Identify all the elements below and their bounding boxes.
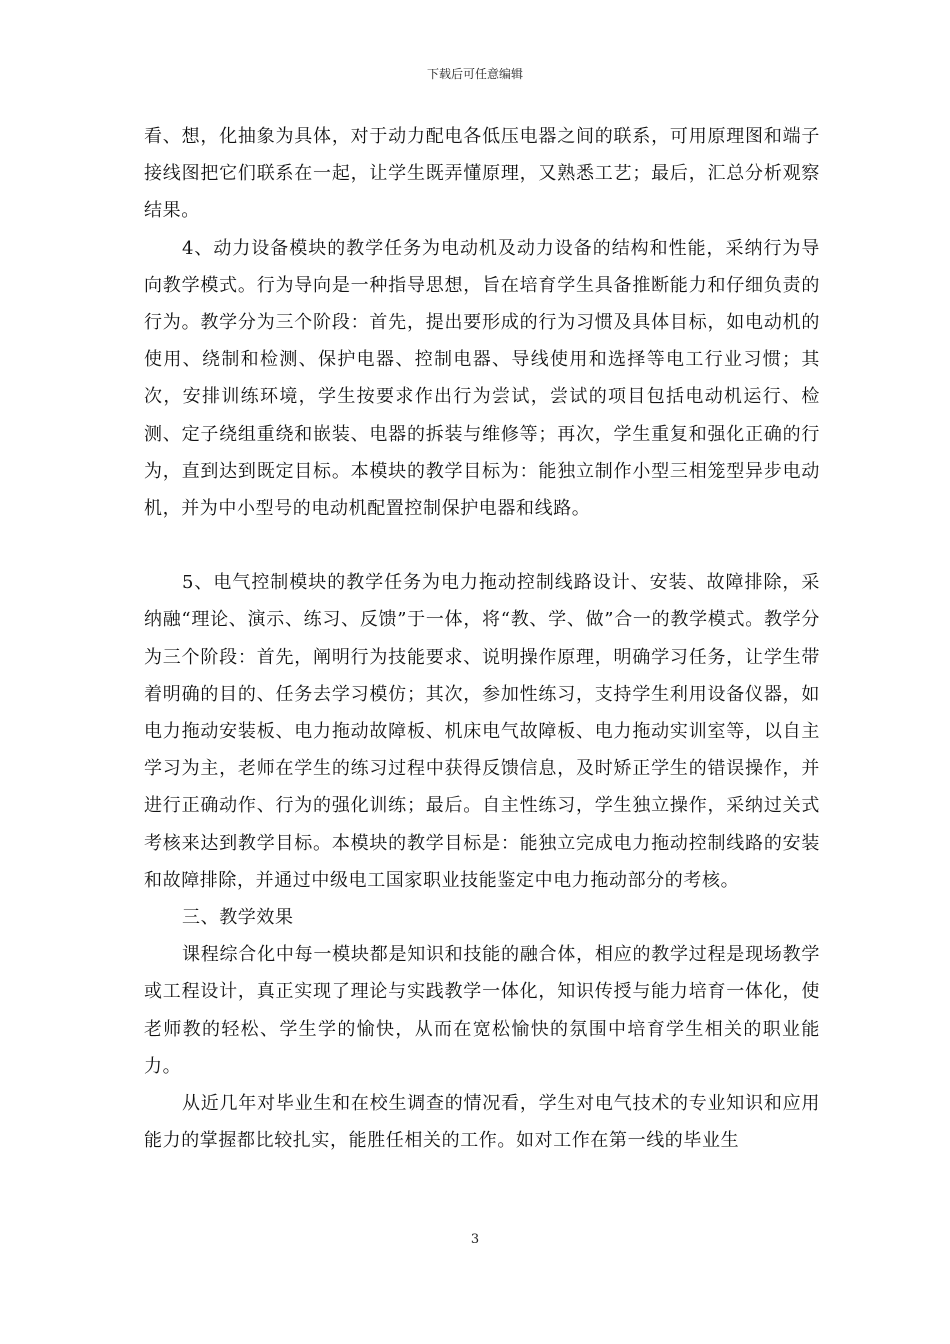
paragraph-integration-effect: 课程综合化中每一模块都是知识和技能的融合体，相应的教学过程是现场教学或工程设计，真正实现了理论与实践教学一体化，知识传授与能力培育一体化，使老师教的轻松、学生学的愉快，从而在宽松愉快的氛围中培育学生相关的职业能力。 (144, 944, 820, 1077)
paragraph-continuation: 看、想，化抽象为具体，对于动力配电各低压电器之间的联系，可用原理图和端子接线图把它们联系在一起，让学生既弄懂原理，又熟悉工艺；最后，汇总分析观察结果。 (144, 126, 820, 222)
paragraph-electrical-control-module: 5、电气控制模块的教学任务为电力拖动控制线路设计、安装、故障排除，采纳融“理论、演示、练习、反馈”于一体，将“教、学、做”合一的教学模式。教学分为三个阶段：首先，阐明行为技能要求、说明操作原理，明确学习任务，让学生带着明确的目的、任务去学习模仿；其次，参加性练习，支持学生利用设备仪器，如电力拖动安装板、电力拖动故障板、机床电气故障板、电力拖动实训室等，以自主学习为主，老师在学生的练习过程中获得反馈信息，及时矫正学生的错误操作，并进行正确动作、行为的强化训练；最后。自主性练习，学生独立操作，采纳过关式考核来达到教学目标。本模块的教学目标是：能独立完成电力拖动控制线路的安装和故障排除，并通过中级电工国家职业技能鉴定中电力拖动部分的考核。 (144, 572, 820, 891)
page-header: 下载后可任意编辑 (426, 67, 523, 81)
paragraph-power-equipment-module: 4、动力设备模块的教学任务为电动机及动力设备的结构和性能，采纳行为导向教学模式。行为导向是一种指导思想，旨在培育学生具备推断能力和仔细负责的行为。教学分为三个阶段：首先，提出要形成的行为习惯及具体目标，如电动机的使用、绕制和检测、保护电器、控制电器、导线使用和选择等电工行业习惯；其次，安排训练环境，学生按要求作出行为尝试，尝试的项目包括电动机运行、检测、定子绕组重绕和嵌装、电器的拆装与维修等；再次，学生重复和强化正确的行为，直到达到既定目标。本模块的教学目标为：能独立制作小型三相笼型异步电动机，并为中小型号的电动机配置控制保护电器和线路。 (144, 237, 820, 520)
paragraph-graduate-survey: 从近几年对毕业生和在校生调查的情况看，学生对电气技术的专业知识和应用能力的掌握都比较扎实，能胜任相关的工作。如对工作在第一线的毕业生 (144, 1093, 820, 1152)
document-body (144, 118, 820, 1159)
section-heading-teaching-effect: 三、教学效果 (182, 907, 294, 929)
page-number: 3 (470, 1232, 480, 1247)
